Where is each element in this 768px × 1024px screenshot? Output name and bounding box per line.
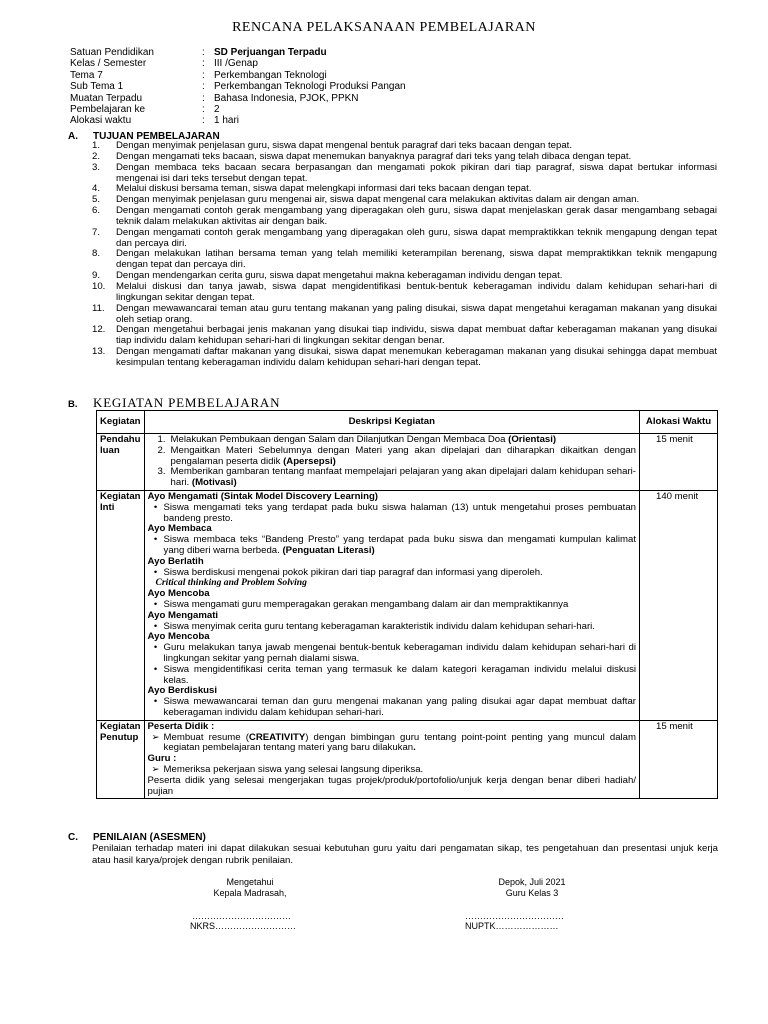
- subheading: Guru :: [147, 753, 177, 765]
- item-text: Dengan melakukan latihan bersama teman yang telah memiliki keterampilan berenang, siswa dapat mempraktikkan teknik mengapung dengan tepat dan percaya diri.: [116, 248, 717, 271]
- meta-colon: :: [202, 69, 205, 81]
- item-number: 11.: [92, 302, 105, 314]
- meta-value: Perkembangan Teknologi: [214, 69, 327, 81]
- item-number: 2.: [157, 444, 166, 456]
- item-text: Melalui diskusi bersama teman, siswa dapat melengkapi informasi dari teks bacaan dengan tepat.: [116, 183, 532, 195]
- section-title: TUJUAN PEMBELAJARAN: [93, 131, 220, 142]
- bullet-icon: •: [153, 642, 158, 654]
- row-description: [144, 490, 639, 720]
- bullet-icon: •: [153, 696, 158, 708]
- item-number: 9.: [92, 270, 101, 282]
- meta-colon: :: [202, 81, 205, 93]
- meta-value: 2: [214, 104, 220, 116]
- item-tag: (Apersepsi): [283, 455, 336, 467]
- bullet-text: Siswa mengidentifikasi cerita teman yang termasuk ke dalam kategori keragaman individu melalui diskusi kelas.: [163, 663, 636, 686]
- signature-caption: Mengetahui: [226, 877, 274, 887]
- assessment-text: Penilaian terhadap materi ini dapat dilakukan sesuai kebutuhan guru yaitu dari pengamatan sikap, tes pengetahuan dan presentasi unjuk kerja atau hasil karya/projek dengan rubrik penilaian.: [92, 843, 718, 866]
- list-item: [92, 347, 717, 369]
- subheading: Ayo Berlatih: [147, 555, 204, 567]
- meta-value: III /Genap: [214, 58, 258, 70]
- item-text: Dengan menyimak penjelasan guru mengenai air, siswa dapat mengenal cara melakukan aktivitas dalam air dengan aman.: [116, 194, 640, 206]
- row-allocation: 15 menit: [640, 720, 718, 799]
- row-allocation: 140 menit: [640, 490, 718, 720]
- bullet-item: [148, 665, 636, 687]
- meta-label: Kelas / Semester: [70, 58, 147, 70]
- item-number: 3.: [92, 161, 101, 173]
- item-text: [171, 446, 636, 468]
- section-b-heading: [68, 395, 280, 411]
- bullet-item: [148, 535, 636, 557]
- item-number: 2.: [92, 150, 101, 162]
- section-letter: B.: [68, 399, 78, 410]
- row-description: [144, 434, 639, 491]
- meta-label: Tema 7: [70, 69, 103, 81]
- bullet-icon: •: [153, 598, 158, 610]
- list-item: [92, 325, 717, 347]
- meta-value: Perkembangan Teknologi Produksi Pangan: [214, 81, 406, 93]
- item-number: 10.: [92, 280, 106, 292]
- bullet-item: [148, 643, 636, 665]
- bullet-text: Siswa berdiskusi mengenai pokok pikiran dari tiap paragraf dan informasi yang diperoleh.: [163, 566, 543, 578]
- table-header-row: [97, 411, 718, 434]
- signature-line: ……………………………: [465, 911, 564, 921]
- closing-note: Peserta didik yang selesai mengerjakan tugas projek/produk/portofolio/unjuk kerja dengan benar diberi hadiah/ pujian: [147, 774, 636, 797]
- signature-role: Guru Kelas 3: [505, 887, 559, 898]
- item-number: 4.: [92, 183, 101, 195]
- subheading: Ayo Berdiskusi: [147, 685, 218, 697]
- item-number: 3.: [157, 466, 166, 478]
- subheading: Peserta Didik :: [147, 720, 215, 732]
- table-row-inti: [97, 490, 718, 720]
- meta-value: 1 hari: [214, 115, 240, 127]
- meta-value: Bahasa Indonesia, PJOK, PPKN: [214, 92, 359, 104]
- bullet-icon: •: [153, 534, 158, 546]
- item-number: 1.: [92, 140, 101, 151]
- bullet-tag: CREATIVITY: [248, 731, 306, 743]
- section-letter: A.: [68, 131, 78, 142]
- item-number: 8.: [92, 248, 101, 260]
- bullet-text: Siswa menyimak cerita guru tentang keberagaman karakteristik individu dalam kehidupan sehari-hari.: [163, 620, 595, 632]
- arrow-bullet-icon: ➢: [151, 763, 160, 775]
- item-body: Memberikan gambaran tentang manfaat mempelajari pelajaran yang akan dipelajari dalam kehidupan sehari-hari.: [170, 466, 636, 489]
- item-number: 13.: [92, 346, 106, 358]
- objectives-list: [92, 141, 717, 369]
- bullet-body: Siswa membaca teks “Bandeng Presto” yang terdapat pada buku siswa dan mengamati kumpulan kalimat yang diberi warna berbeda.: [163, 534, 636, 556]
- meta-row: [70, 104, 406, 115]
- section-title: KEGIATAN PEMBELAJARAN: [93, 395, 281, 410]
- bullet-icon: •: [153, 620, 158, 632]
- meta-colon: :: [202, 58, 205, 70]
- meta-colon: :: [202, 47, 205, 58]
- bullet-text: Siswa mengamati guru memperagakan gerakan mengambang dalam air dan mempraktikannya: [163, 598, 569, 610]
- meta-colon: :: [202, 92, 205, 104]
- signature-id: NUPTK…………………: [465, 921, 559, 931]
- section-letter: C.: [68, 832, 78, 843]
- bullet-item: [148, 622, 636, 633]
- bullet-item: [148, 600, 636, 611]
- signature-caption: Depok, Juli 2021: [498, 877, 566, 887]
- meta-row: [70, 115, 406, 126]
- item-text: Dengan mewawancarai teman atau guru tentang makanan yang paling disukai, siswa dapat mengetahui keragaman makanan yang disukai oleh setiap orang.: [116, 302, 717, 325]
- meta-colon: :: [202, 104, 205, 116]
- bullet-text: Guru melakukan tanya jawab mengenai bentuk-bentuk keberagaman individu dalam kehidupan sehari-hari di lingkungan sekitar yang pernah dialami siswa.: [163, 642, 636, 664]
- meta-row: [70, 70, 406, 81]
- subheading: Ayo Mencoba: [147, 588, 210, 600]
- bullet-item: [148, 503, 636, 525]
- bullet-tag: (Penguatan Literasi): [282, 544, 375, 556]
- item-tag: (Orientasi): [508, 434, 557, 445]
- list-item: [92, 304, 717, 326]
- item-number: 5.: [92, 194, 101, 206]
- item-number: 1.: [157, 434, 166, 445]
- activities-table: [96, 410, 718, 799]
- list-item: [92, 206, 717, 228]
- item-number: 7.: [92, 226, 101, 238]
- list-item: [148, 467, 636, 489]
- row-description: [144, 720, 639, 799]
- item-text: Dengan menyimak penjelasan guru, siswa dapat mengenal bentuk paragraf dari teks bacaan dengan tepat.: [116, 140, 573, 151]
- meta-row: [70, 58, 406, 69]
- page-title: RENCANA PELAKSANAAN PEMBELAJARAN: [232, 20, 536, 35]
- item-text: Dengan mendengarkan cerita guru, siswa dapat mengetahui makna keberagaman individu dengan tepat.: [116, 270, 563, 282]
- bullet-text: Siswa mewawancarai teman dan guru mengenai makanan yang paling disukai agar dapat membuat daftar keberagaman individu dalam kehidupan sehari-hari.: [163, 696, 636, 718]
- identity-block: [70, 47, 406, 127]
- arrow-bullet-icon: ➢: [151, 731, 160, 743]
- signature-left: [190, 877, 310, 898]
- meta-row: [70, 81, 406, 92]
- item-tag: (Motivasi): [191, 477, 237, 489]
- section-c-heading: [68, 832, 206, 843]
- bullet-icon: •: [153, 663, 158, 675]
- bullet-body: ) dengan bimbingan guru tentang point-point penting yang muncul dalam kegiatan pembelajaran tentang materi yang baru dilakukan: [163, 731, 636, 754]
- item-number: 12.: [92, 324, 106, 336]
- header-alokasi: Alokasi Waktu: [640, 411, 718, 434]
- subheading: Ayo Membaca: [147, 523, 212, 535]
- item-text: Dengan mengetahui berbagai jenis makanan yang disukai tiap individu, siswa dapat membuat daftar keberagaman makanan yang disukai tiap individu dalam kehidupan sehari-hari di lingkungan sekitar dengan benar.: [116, 324, 717, 347]
- bullet-text: Memeriksa pekerjaan siswa yang selesai langsung diperiksa.: [163, 763, 424, 775]
- header-deskripsi: Deskripsi Kegiatan: [144, 411, 639, 434]
- bullet-item: [148, 697, 636, 719]
- item-text: Dengan membaca teks bacaan secara berpasangan dan mengamati pokok pikiran dari tiap paragraf, siswa dapat bertukar informasi mengenai isi dari teks tersebut dengan tepat.: [116, 161, 717, 184]
- signature-role: Kepala Madrasah,: [213, 887, 287, 898]
- list-item: [92, 163, 717, 185]
- signature-id: NKRS………………………: [190, 921, 297, 931]
- bullet-text: Siswa mengamati teks yang terdapat pada buku siswa halaman (13) untuk mengetahui proses pembuatan bandeng presto.: [163, 501, 636, 524]
- bullet-body: Membuat resume (: [163, 731, 249, 743]
- row-label: Kegiatan Penutup: [97, 720, 145, 799]
- bullet-end: .: [413, 742, 416, 754]
- meta-row: [70, 93, 406, 104]
- meta-label: Muatan Terpadu: [70, 92, 143, 104]
- meta-value: SD Perjuangan Terpadu: [214, 47, 327, 58]
- item-body: Melakukan Pembukaan dengan Salam dan Dilanjutkan Dengan Membaca Doa: [170, 434, 506, 445]
- skill-note: Critical thinking and Problem Solving: [155, 577, 307, 589]
- table-row-penutup: [97, 720, 718, 799]
- bullet-item: [148, 733, 636, 755]
- item-text: Dengan mengamati teks bacaan, siswa dapat menemukan banyaknya paragraf dari teks yang telah dibaca dengan tepat.: [116, 150, 632, 162]
- item-text: Melalui diskusi dan tanya jawab, siswa dapat mengidentifikasi bentuk-bentuk keberagaman individu dalam kehidupan sehari-hari di lingkungan sekitar dengan tepat.: [116, 280, 717, 303]
- meta-row: [70, 47, 406, 58]
- bullet-icon: •: [153, 566, 158, 578]
- meta-label: Alokasi waktu: [70, 115, 132, 127]
- item-text: Dengan mengamati daftar makanan yang disukai, siswa dapat menemukan keberagaman makanan yang disukai sehingga dapat membuat kesimpulan tentang keberagaman individu dalam kehidupan sehari-hari dengan tepat.: [116, 346, 717, 368]
- section-title: PENILAIAN (ASESMEN): [93, 832, 206, 843]
- list-item: [148, 446, 636, 468]
- row-label: Pendahu luan: [97, 434, 145, 491]
- item-body: Mengaitkan Materi Sebelumnya dengan Materi yang akan dipelajari dan diharapkan dikaitkan dengan pengalaman peserta didik: [170, 444, 636, 467]
- meta-colon: :: [202, 115, 205, 127]
- row-allocation: 15 menit: [640, 434, 718, 491]
- list-item: [92, 228, 717, 250]
- item-text: Dengan mengamati contoh gerak mengambang yang diperagakan oleh guru, siswa dapat menjelaskan gerak dasar mengambang sebagai teknik dalam melakukan aktivitas air dengan baik.: [116, 205, 717, 227]
- signature-line: ……………………………: [192, 911, 291, 921]
- bullet-text: [164, 733, 636, 755]
- meta-label: Sub Tema 1: [70, 81, 124, 93]
- list-item: [92, 249, 717, 271]
- meta-label: Pembelajaran ke: [70, 104, 146, 116]
- subheading: Ayo Mengamati (Sintak Model Discovery Learning): [147, 490, 379, 502]
- subheading: Ayo Mengamati: [147, 609, 219, 621]
- item-number: 6.: [92, 205, 101, 217]
- item-text: [171, 467, 636, 489]
- header-kegiatan: Kegiatan: [97, 411, 145, 434]
- item-text: Dengan mengamati contoh gerak mengambang yang diperagakan oleh guru, siswa dapat mempraktikkan teknik mengapung dengan tepat dan percaya diri.: [116, 226, 717, 249]
- subheading: Ayo Mencoba: [147, 631, 210, 643]
- bullet-text: [164, 535, 636, 557]
- meta-label: Satuan Pendidikan: [70, 47, 154, 58]
- row-label: Kegiatan Inti: [97, 490, 145, 720]
- bullet-icon: •: [153, 501, 158, 513]
- list-item: [92, 282, 717, 304]
- signature-right: [462, 877, 602, 898]
- table-row-pendahuluan: [97, 434, 718, 491]
